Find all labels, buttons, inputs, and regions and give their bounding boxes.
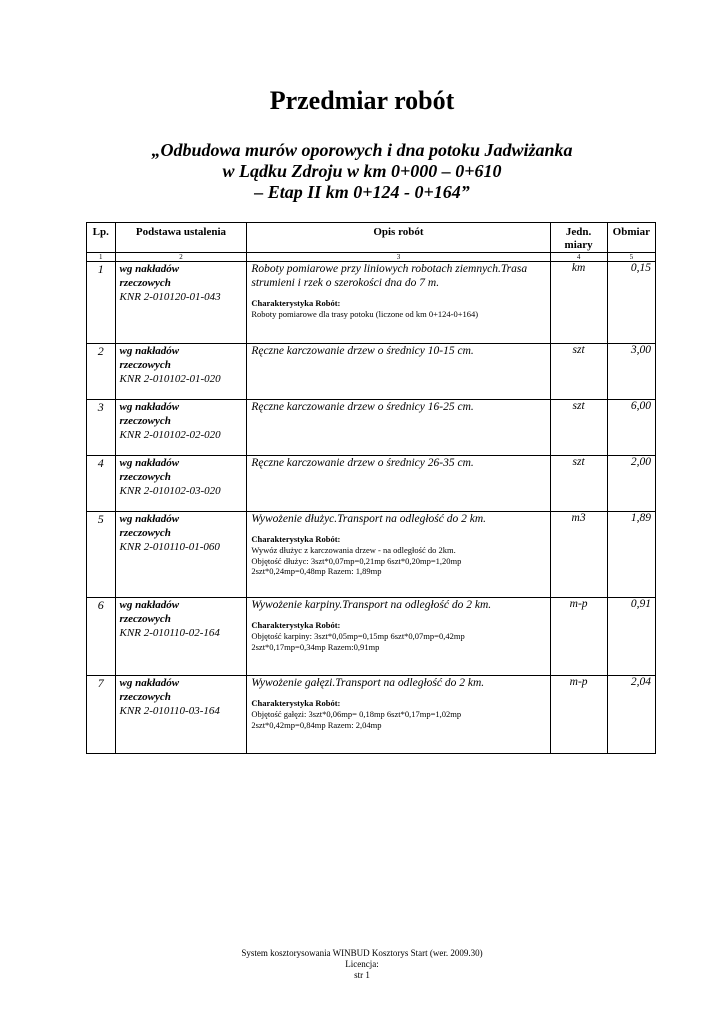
row-quantity: 1,89 <box>607 512 655 598</box>
column-number: 2 <box>115 253 247 262</box>
basis-line: rzeczowych <box>119 277 171 289</box>
row-description <box>247 456 550 512</box>
basis-line: rzeczowych <box>119 527 171 539</box>
basis-line: rzeczowych <box>119 415 171 427</box>
description-text: Wywożenie dłużyc.Transport na odległość do 2 km. <box>251 513 487 525</box>
subtitle-line: – Etap II km 0+124 - 0+164” <box>254 182 470 202</box>
estimate-table <box>86 222 656 754</box>
table-row <box>87 344 656 400</box>
row-basis <box>115 676 247 754</box>
basis-code: KNR 2-010110-02-164 <box>119 627 220 639</box>
characteristics-line: Objętość gałęzi: 3szt*0,06mp= 0,18mp 6szt*0,17mp=1,02mp <box>251 709 462 719</box>
row-unit: m-p <box>550 598 607 676</box>
footer-page-number: str 1 <box>354 970 370 980</box>
basis-code: KNR 2-010110-03-164 <box>119 705 220 717</box>
row-lp: 3 <box>87 400 116 456</box>
basis-code: KNR 2-010102-03-020 <box>119 485 221 497</box>
row-basis <box>115 456 247 512</box>
project-subtitle <box>60 140 664 203</box>
row-lp: 2 <box>87 344 116 400</box>
row-quantity: 2,04 <box>607 676 655 754</box>
subtitle-line: w Lądku Zdroju w km 0+000 – 0+610 <box>222 161 502 181</box>
basis-line: rzeczowych <box>119 613 171 625</box>
header-description: Opis robót <box>247 223 550 253</box>
characteristics-line: 2szt*0,17mp=0,34mp Razem:0,91mp <box>251 641 380 652</box>
footer-software: System kosztorysowania WINBUD Kosztorys Start (wer. 2009.30) <box>241 948 483 958</box>
table-row <box>87 598 656 676</box>
row-unit: szt <box>550 344 607 400</box>
page-title: Przedmiar robót <box>269 86 455 115</box>
row-quantity: 3,00 <box>607 344 655 400</box>
basis-line: wg nakładów <box>119 263 180 275</box>
basis-code: KNR 2-010102-01-020 <box>119 373 221 385</box>
description-text: Roboty pomiarowe przy liniowych robotach ziemnych.Trasa strumieni i rzek o szerokości dna do 7 m. <box>251 263 528 289</box>
row-unit: szt <box>550 400 607 456</box>
characteristics-title: Charakterystyka Robót: <box>251 298 341 308</box>
table-row <box>87 512 656 598</box>
header-unit: Jedn. miary <box>550 223 607 253</box>
row-basis <box>115 512 247 598</box>
basis-code: KNR 2-010110-01-060 <box>119 541 220 553</box>
footer-license: Licencja: <box>345 959 379 969</box>
characteristics-title: Charakterystyka Robót: <box>251 698 341 708</box>
row-lp: 1 <box>87 262 116 344</box>
table-row <box>87 400 656 456</box>
row-description <box>247 262 550 344</box>
characteristics-line: Objętość dłużyc: 3szt*0,07mp=0,21mp 6szt*0,20mp=1,20mp <box>251 555 462 566</box>
basis-line: wg nakładów <box>119 401 180 413</box>
row-lp: 7 <box>87 676 116 754</box>
row-description <box>247 598 550 676</box>
characteristics-line: Objętość karpiny: 3szt*0,05mp=0,15mp 6szt*0,07mp=0,42mp <box>251 631 465 641</box>
characteristics-line: 2szt*0,42mp=0,84mp Razem: 2,04mp <box>251 719 382 730</box>
basis-line: wg nakładów <box>119 457 180 469</box>
table-row <box>87 676 656 754</box>
table-header-row <box>87 223 656 253</box>
page-footer <box>0 948 724 981</box>
row-unit: m3 <box>550 512 607 598</box>
basis-code: KNR 2-010120-01-043 <box>119 291 221 303</box>
row-basis <box>115 598 247 676</box>
row-description <box>247 344 550 400</box>
description-text: Ręczne karczowanie drzew o średnicy 16-25 cm. <box>251 401 474 413</box>
description-text: Wywożenie karpiny.Transport na odległość do 2 km. <box>251 599 492 611</box>
table-row <box>87 456 656 512</box>
subtitle-line: „Odbudowa murów oporowych i dna potoku Jadwiżanka <box>151 140 573 160</box>
header-basis: Podstawa ustalenia <box>115 223 247 253</box>
row-lp: 4 <box>87 456 116 512</box>
column-number-row <box>87 253 656 262</box>
header-quantity: Obmiar <box>607 223 655 253</box>
header-lp: Lp. <box>87 223 116 253</box>
basis-line: wg nakładów <box>119 677 180 689</box>
basis-line: rzeczowych <box>119 471 171 483</box>
row-quantity: 0,91 <box>607 598 655 676</box>
characteristics-title: Charakterystyka Robót: <box>251 534 341 544</box>
row-lp: 5 <box>87 512 116 598</box>
description-text: Ręczne karczowanie drzew o średnicy 10-15 cm. <box>251 345 474 357</box>
row-quantity: 0,15 <box>607 262 655 344</box>
row-unit: szt <box>550 456 607 512</box>
row-quantity: 6,00 <box>607 400 655 456</box>
row-basis <box>115 262 247 344</box>
row-basis <box>115 344 247 400</box>
row-unit: km <box>550 262 607 344</box>
row-quantity: 2,00 <box>607 456 655 512</box>
basis-line: rzeczowych <box>119 691 171 703</box>
characteristics-line: Roboty pomiarowe dla trasy potoku (liczone od km 0+124-0+164) <box>251 309 479 319</box>
description-text: Wywożenie gałęzi.Transport na odległość do 2 km. <box>251 677 485 689</box>
row-description <box>247 676 550 754</box>
column-number: 1 <box>87 253 116 262</box>
basis-line: wg nakładów <box>119 599 180 611</box>
basis-line: wg nakładów <box>119 345 180 357</box>
column-number: 3 <box>247 253 550 262</box>
row-lp: 6 <box>87 598 116 676</box>
characteristics-line: 2szt*0,24mp=0,48mp Razem: 1,89mp <box>251 566 382 576</box>
description-text: Ręczne karczowanie drzew o średnicy 26-35 cm. <box>251 457 474 469</box>
basis-line: rzeczowych <box>119 359 171 371</box>
characteristics-line: Wywóz dłużyc z karczowania drzew - na odległość do 2km. <box>251 545 456 555</box>
row-description <box>247 512 550 598</box>
characteristics-title: Charakterystyka Robót: <box>251 620 341 630</box>
basis-line: wg nakładów <box>119 513 180 525</box>
row-unit: m-p <box>550 676 607 754</box>
basis-code: KNR 2-010102-02-020 <box>119 429 221 441</box>
row-basis <box>115 400 247 456</box>
row-description <box>247 400 550 456</box>
column-number: 5 <box>607 253 655 262</box>
column-number: 4 <box>550 253 607 262</box>
table-row <box>87 262 656 344</box>
